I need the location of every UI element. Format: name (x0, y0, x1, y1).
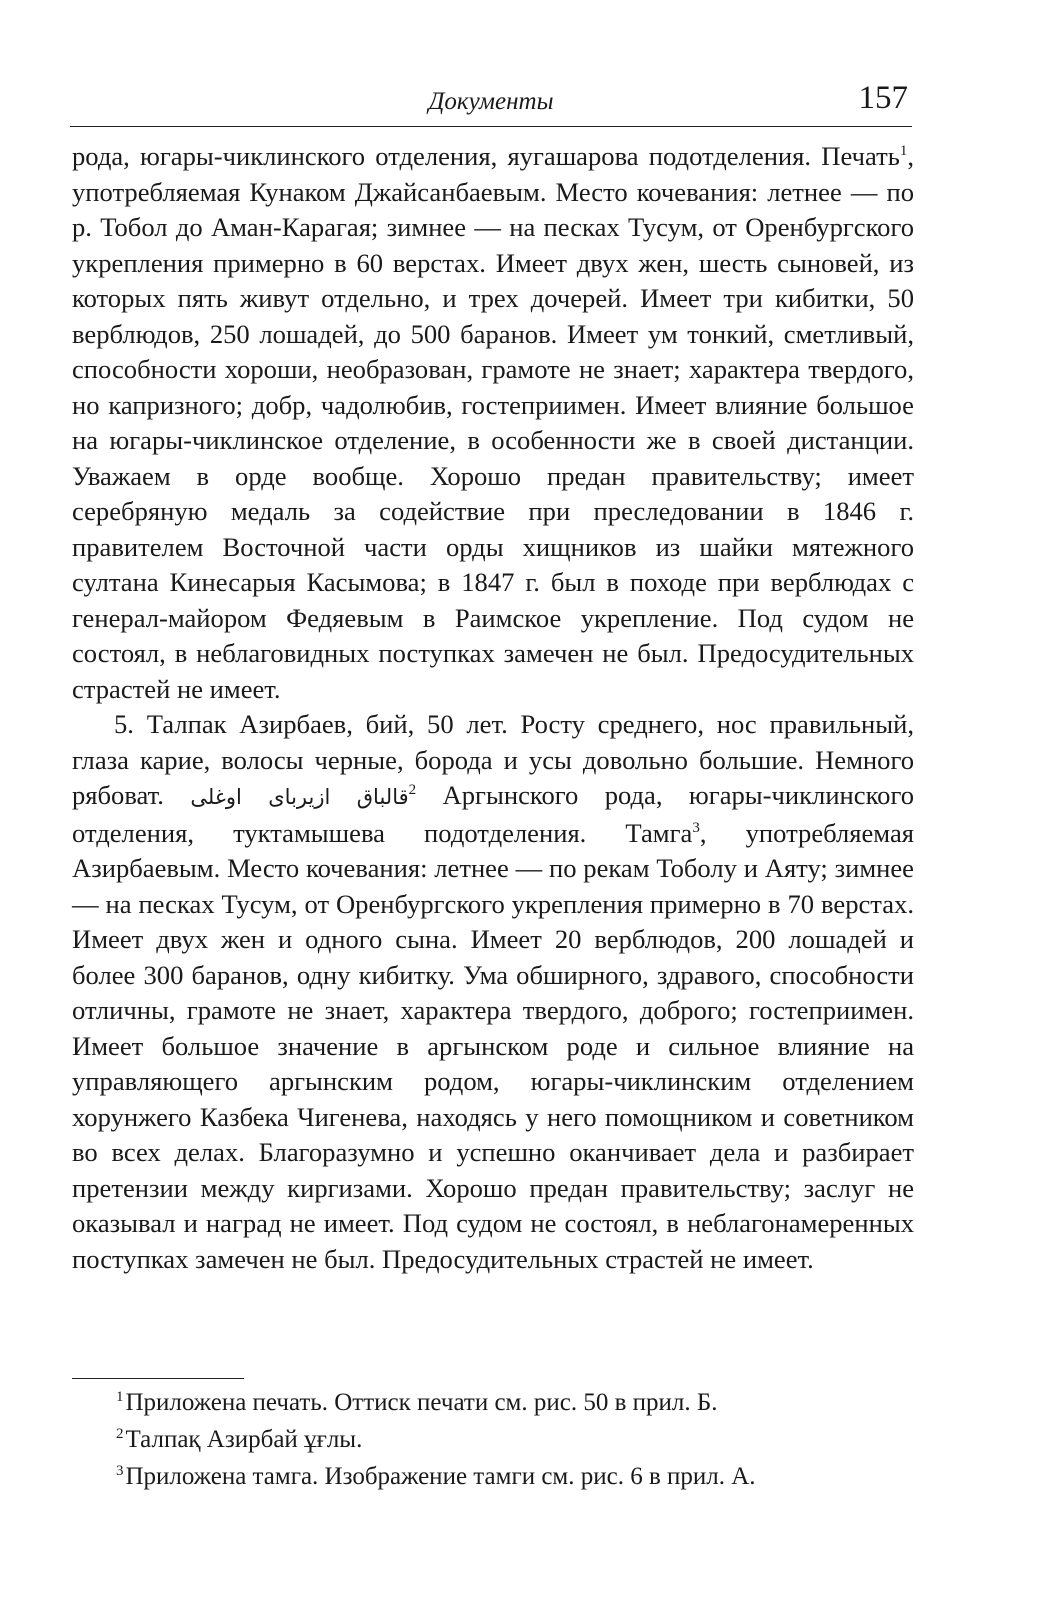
page-number: 157 (858, 80, 908, 116)
arabic-name: قالباق ازيرباى اوغلى (190, 785, 409, 809)
footnote-mark: 3 (116, 1463, 124, 1479)
footnote-ref-1[interactable]: 1 (899, 143, 908, 159)
p2-part-b: Аргынского рода, югары-чиклинского отделения, туктамышева подотделения. Тамга (72, 780, 914, 848)
footnote-ref-3[interactable]: 3 (692, 819, 700, 836)
footnote-ref-2[interactable]: 2 (408, 782, 417, 798)
body-text (72, 139, 914, 1277)
footnote-text: Приложена печать. Оттиск печати см. рис. 50 в прил. Б. (125, 1389, 718, 1416)
header-rule (70, 126, 912, 127)
paragraph-2 (72, 707, 914, 1277)
footnote-2 (116, 1421, 896, 1458)
p1-seal-word: Печать (821, 141, 900, 171)
page-header (70, 78, 912, 120)
footnote-mark: 1 (116, 1389, 124, 1405)
running-title: Документы (428, 88, 554, 115)
p1-line-1: рода, югары-чиклинского отделения, яугашарова подотделения. (72, 141, 812, 171)
p2-part-a: 5. Талпак Азирбаев, бий, 50 лет. Росту среднего, нос правильный, глаза карие, волосы черные, борода и усы довольно большие. Немного рябоват. (72, 709, 914, 810)
footnote-3 (116, 1458, 896, 1495)
footnote-mark: 2 (116, 1426, 124, 1442)
footnote-1 (116, 1384, 896, 1421)
p1-rest: , употребляемая Кунаком Джайсанбаевым. Место кочевания: летнее — по р. Тобол до Аман-Карагая; зимнее — на песках Тусум, от Оренбургского укрепления примерно в 60 верстах. Имеет двух жен, шесть сыновей, из которых пять живут отдельно, и трех дочерей. Имеет три кибитки, 50 верблюдов, 250 лошадей, до 500 баранов. Имеет ум тонкий, сметливый, способности хороши, необразован, грамоте не знает; характера твердого, но капризного; добр, чадолюбив, гостеприимен. Имеет влияние большое на югары-чиклинское отделение, в особенности же в своей дистанции. Уважаем в орде вообще. Хорошо предан правительству; имеет серебряную медаль за содействие при преследовании в 1846 г. правителем Восточной части орды хищников из шайки мятежного султана Кинесарыя Касымова; в 1847 г. был в походе при верблюдах с генерал-майором Федяевым в Раимское укрепление. Под судом не состоял, в неблаговидных поступках замечен не был. Предосудительных страстей не имеет. (72, 141, 914, 704)
footnote-text: Приложена тамга. Изображение тамги см. рис. 6 в прил. А. (125, 1463, 756, 1490)
paragraph-1 (72, 139, 914, 707)
footnotes (116, 1384, 896, 1495)
footnote-text: Талпақ Азирбай ұғлы. (125, 1426, 363, 1453)
footnote-rule (72, 1378, 244, 1379)
p2-part-c: , употребляемая Азирбаевым. Место кочевания: летнее — по рекам Тоболу и Аяту; зимнее — на песках Тусум, от Оренбургского укрепления примерно в 70 верстах. Имеет двух жен и одного сына. Имеет 20 верблюдов, 200 лошадей и более 300 баранов, одну кибитку. Ума обширного, здравого, способности отличны, грамоте не знает, характера твердого, доброго; гостеприимен. Имеет большое значение в аргынском роде и сильное влияние на управляющего аргынским родом, югары-чиклинским отделением хорунжего Казбека Чигенева, находясь у него помощником и советником во всех делах. Благоразумно и успешно оканчивает дела и разбирает претензии между киргизами. Хорошо предан правительству; заслуг не оказывал и наград не имеет. Под судом не состоял, в неблагонамеренных поступках замечен не был. Предосудительных страстей не имеет. (72, 817, 914, 1274)
